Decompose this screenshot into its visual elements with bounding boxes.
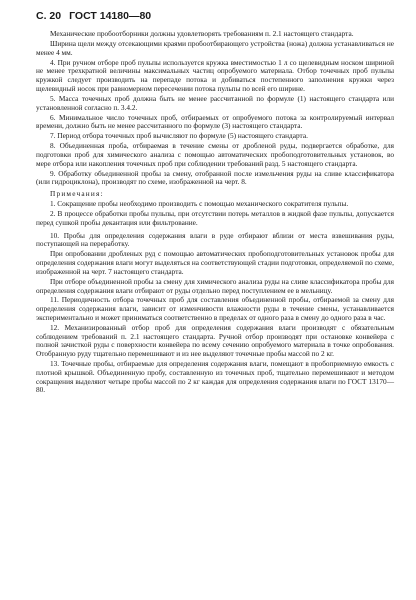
paragraph: При опробовании дробленых руд с помощью автоматических пробоподготовительных установок пробы для определения содержания влаги могут выделяться на соответствующей стадии подготовки, определяемой по схеме, изображенной на черт. 7 настоящего стандарта.: [36, 249, 394, 276]
paragraph: Ширина щели между отсекающими краями пробоотбирающего устройства (ножа) должна устанавливаться не менее 4 мм.: [36, 38, 394, 57]
page-header: [36, 10, 394, 22]
paragraph: 12. Механизированный отбор проб для определения содержания влаги производят с обязательным соблюдением требований п. 2.1 настоящего стандарта. Ручной отбор производят при остановке конвейера с полной зачисткой руды с поверхности конвейера по всему сечению опробуемого материала в точке опробования. Отобранную руду тщательно перемешивают и из нее выделяют точечные пробы массой по 2 кг.: [36, 322, 394, 359]
note-item: 1. Сокращение пробы необходимо производить с помощью механического сократителя пульпы.: [50, 199, 349, 208]
paragraph: 13. Точечные пробы, отбираемые для определения содержания влаги, помещают в пробоприемную емкость с плотной крышкой. Объединенную пробу, составленную из точечных проб, тщательно перемешивают и методом сокращения выделяют четыре пробы массой по 2 кг каждая для определения содержания влаги по ГОСТ 13170—80.: [36, 359, 394, 395]
body-text: [36, 30, 394, 395]
standard-code: ГОСТ 14180—80: [69, 10, 152, 22]
page-number: С. 20: [36, 10, 62, 22]
notes-title: Примечания:: [50, 189, 104, 199]
paragraph: 5. Масса точечных проб должна быть не менее рассчитанной по формуле (1) настоящего стандарта или установленной согласно п. 3.4.2.: [36, 93, 394, 112]
paragraph: 9. Обработку объединенной пробы за смену, отобранной после измельчения руды на сливе классификатора (или гидроциклона), производят по схеме, изображенной на черт. 8.: [36, 168, 394, 187]
paragraph: 7. Период отбора точечных проб вычисляют по формуле (5) настоящего стандарта.: [50, 131, 308, 141]
paragraph: 8. Объединенная проба, отбираемая в течение смены от дробленой руды, подвергается обработке, для подготовки проб для химического анализа с помощью автоматических пробоподготовительных установок, во мере отбора или накопления точечных проб при соблюдении требований разд. 5 настоящего стандарта.: [36, 141, 394, 168]
paragraph: 10. Пробы для определения содержания влаги в руде отбирают вблизи от места взвешивания руды, поступающей на переработку.: [36, 230, 394, 249]
paragraph: 11. Периодичность отбора точечных проб для составления объединенной пробы, отбираемой за смену для определения содержания влаги, зависит от изменчивости влажности руды в течение смены, устанавливается экспериментально и может приниматься соответственно в пределах от одного раза в смену до одного раза в час.: [36, 295, 394, 322]
paragraph: 4. При ручном отборе проб пульпы используется кружка вместимостью 1 л со щелевидным носком шириной не менее трехкратной величины максимальных частиц опробуемого материала. Отбор точечных проб пульпы кружкой следует производить на перепаде потока и добиваться постепенного заполнения кружки через щелевидный носок при равномерном пересечении потока пульпы по всей его ширине.: [36, 57, 394, 93]
note-item: 2. В процессе обработки пробы пульпы, при отсутствии потерь металлов в жидкой фазе пульпы, допускается перед сушкой пробы декантация или фильтрование.: [36, 208, 394, 227]
paragraph: Механические пробоотборники должны удовлетворять требованиям п. 2.1 настоящего стандарта.: [50, 29, 354, 38]
paragraph: 6. Минимальное число точечных проб, отбираемых от опробуемого потока за контролируемый интервал времени, должно быть не менее рассчитанного по формуле (3) настоящего стандарта.: [36, 112, 394, 131]
paragraph: При отборе объединенной пробы за смену для химического анализа руды на сливе классификатора пробы для определения содержания влаги отбирают от руды отдельно перед поступлением ее в мельницу.: [36, 276, 394, 295]
